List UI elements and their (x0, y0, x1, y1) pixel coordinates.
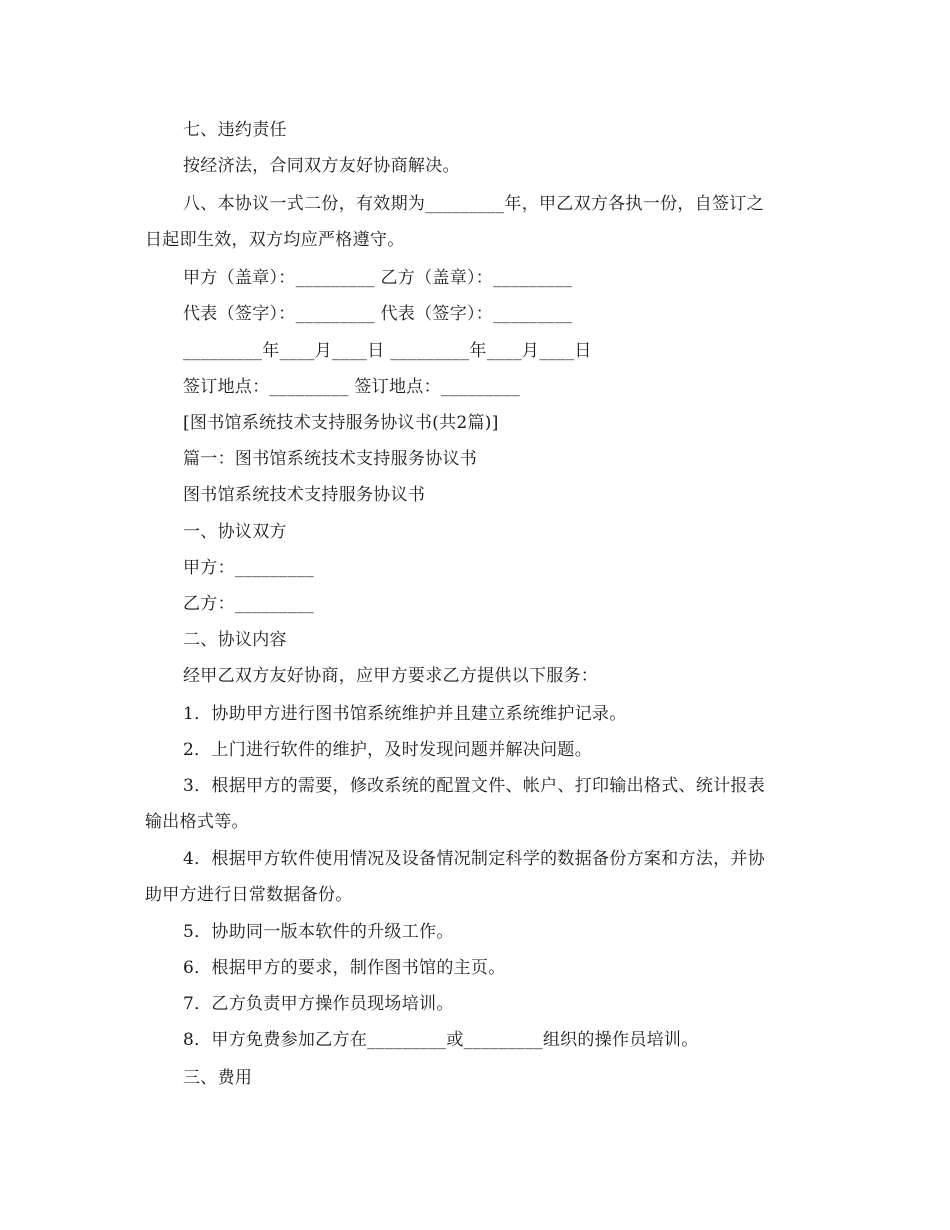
service-item-7: 7．乙方负责甲方操作员现场培训。 (183, 994, 454, 1014)
date-signature-line: _________年____月____日 _________年____月____日 (183, 341, 592, 361)
section-2-heading: 二、协议内容 (183, 630, 287, 650)
service-item-2: 2．上门进行软件的维护，及时发现问题并解决问题。 (183, 740, 593, 760)
section-3-heading: 三、费用 (183, 1068, 253, 1088)
collection-heading: [图书馆系统技术支持服务协议书(共2篇)] (183, 413, 499, 433)
section-8-paragraph-line: 日起即生效，双方均应严格遵守。 (145, 230, 405, 250)
service-item-3-line: 输出格式等。 (145, 812, 249, 832)
document-title: 图书馆系统技术支持服务协议书 (183, 485, 426, 505)
service-item-8: 8．甲方免费参加乙方在_________或_________组织的操作员培训。 (183, 1030, 699, 1050)
service-item-4-line: 助甲方进行日常数据备份。 (145, 885, 353, 905)
party-a-field: 甲方：_________ (183, 558, 315, 578)
section-7-heading: 七、违约责任 (183, 120, 287, 140)
service-item-3-line: 3．根据甲方的需要，修改系统的配置文件、帐户、打印输出格式、统计报表 (183, 776, 766, 796)
part-one-heading: 篇一：图书馆系统技术支持服务协议书 (183, 449, 478, 469)
section-7-body: 按经济法，合同双方友好协商解决。 (183, 156, 460, 176)
representative-signature-line: 代表（签字）：_________ 代表（签字）：_________ (183, 304, 573, 324)
service-item-4-line: 4．根据甲方软件使用情况及设备情况制定科学的数据备份方案和方法，并协 (183, 849, 766, 869)
party-b-field: 乙方：_________ (183, 594, 315, 614)
service-item-6: 6．根据甲方的要求，制作图书馆的主页。 (183, 958, 506, 978)
section-8-paragraph-line: 八、本协议一式二份，有效期为_________年，甲乙双方各执一份，自签订之 (183, 194, 764, 214)
signing-place-line: 签订地点：_________ 签订地点：_________ (183, 377, 521, 397)
section-1-heading: 一、协议双方 (183, 522, 287, 542)
service-item-1: 1．协助甲方进行图书馆系统维护并且建立系统维护记录。 (183, 704, 627, 724)
service-item-5: 5．协助同一版本软件的升级工作。 (183, 922, 454, 942)
seal-signature-line: 甲方（盖章）：_________ 乙方（盖章）：_________ (183, 268, 573, 288)
section-2-intro: 经甲乙双方友好协商，应甲方要求乙方提供以下服务： (183, 666, 599, 686)
